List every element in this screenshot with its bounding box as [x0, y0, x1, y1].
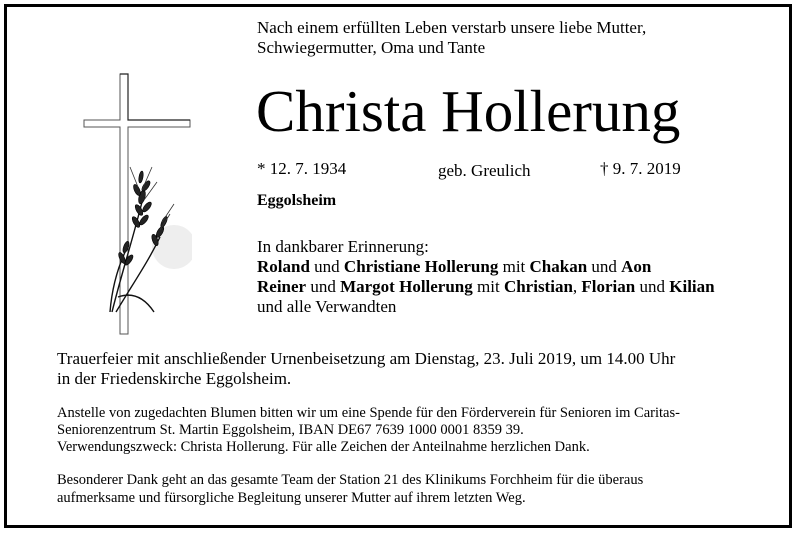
- connector: und: [635, 277, 670, 296]
- mourners-line-3: und alle Verwandten: [257, 297, 397, 316]
- mourner-name: Christian: [503, 277, 573, 296]
- connector: mit: [498, 257, 530, 276]
- connector: ,: [572, 277, 582, 296]
- mourner-name: Margot Hollerung: [340, 277, 473, 296]
- connector: mit: [472, 277, 504, 296]
- funeral-info: [57, 349, 675, 389]
- mourner-name: Chakan: [529, 257, 588, 276]
- donation-line-1: Anstelle von zugedachten Blumen bitten wir um eine Spende für den Förderverein für Senioren im Caritas-: [57, 405, 680, 421]
- mourners-block: [257, 237, 715, 317]
- mourner-name: Aon: [621, 257, 652, 276]
- mourner-name: Christiane Hollerung: [343, 257, 499, 276]
- funeral-line-2: in der Friedenskirche Eggolsheim.: [57, 369, 292, 388]
- birth-date: * 12. 7. 1934: [257, 159, 347, 178]
- connector: und: [587, 257, 622, 276]
- thanks-line-1: Besonderer Dank geht an das gesamte Team der Station 21 des Klinikums Forchheim für die überaus: [57, 472, 644, 488]
- thanks-note: [57, 472, 643, 508]
- connector: und: [309, 257, 344, 276]
- place: Eggolsheim: [257, 192, 337, 209]
- deceased-name: Christa Hollerung: [256, 78, 681, 144]
- mourner-name: Florian: [581, 277, 636, 296]
- intro-line-1: Nach einem erfüllten Leben verstarb unsere liebe Mutter,: [257, 18, 647, 37]
- connector: und: [306, 277, 341, 296]
- mourners-line-1: [257, 257, 715, 277]
- donation-info: [57, 405, 680, 456]
- thanks-line-2: aufmerksame und fürsorgliche Begleitung unserer Mutter auf ihrem letzten Weg.: [57, 490, 526, 506]
- cross-with-wheat-icon: [82, 72, 192, 337]
- death-date: † 9. 7. 2019: [600, 159, 681, 178]
- mourner-name: Roland: [257, 257, 310, 276]
- donation-line-2: Seniorenzentrum St. Martin Eggolsheim, IBAN DE67 7639 1000 0001 8359 39.: [57, 422, 524, 438]
- intro-line-2: Schwiegermutter, Oma und Tante: [257, 37, 486, 57]
- mourner-name: Kilian: [669, 277, 715, 296]
- mourner-name: Reiner: [257, 277, 307, 296]
- maiden-name: geb. Greulich: [438, 161, 531, 180]
- intro-text: [257, 18, 646, 57]
- funeral-line-1: Trauerfeier mit anschließender Urnenbeisetzung am Dienstag, 23. Juli 2019, um 14.00 Uhr: [57, 349, 676, 368]
- donation-line-3: Verwendungszweck: Christa Hollerung. Für alle Zeichen der Anteilnahme herzlichen Dank.: [57, 439, 590, 455]
- mourners-heading: In dankbarer Erinnerung:: [257, 237, 429, 256]
- mourners-line-2: [257, 277, 715, 297]
